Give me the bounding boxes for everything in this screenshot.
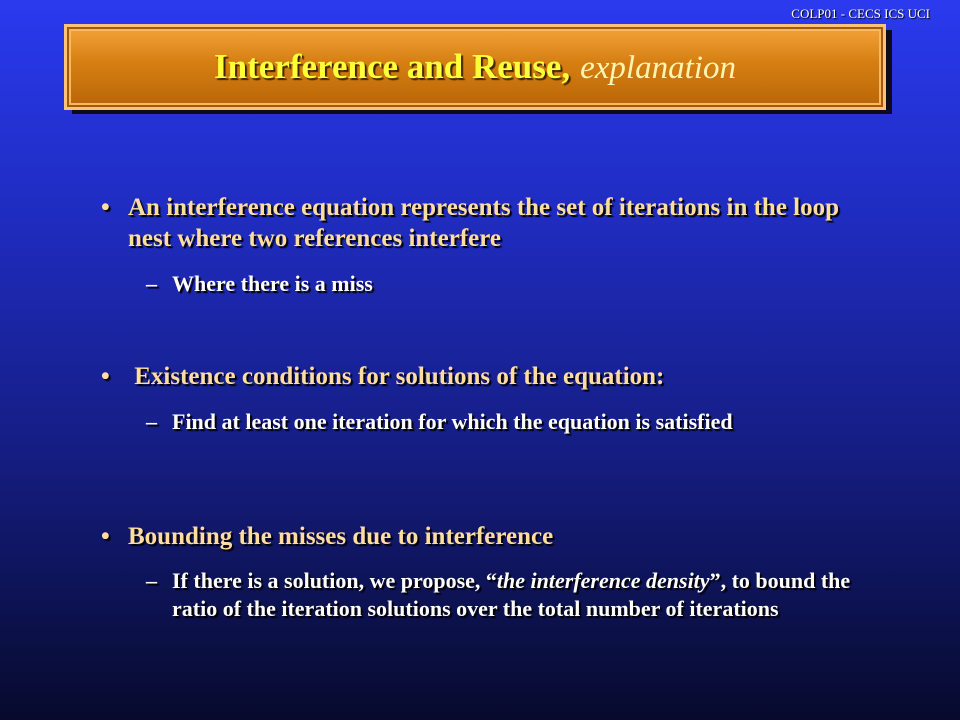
header-label: COLP01 - CECS ICS UCI <box>791 6 930 21</box>
dash-marker: – <box>146 568 157 593</box>
bullet-marker: • <box>101 363 110 390</box>
bullet-marker: • <box>101 523 110 550</box>
sub-bullet-1 <box>146 270 852 298</box>
bullet-2-text: Existence conditions for solutions of the equation: <box>128 363 665 390</box>
dash-marker: – <box>146 271 157 296</box>
bullet-3 <box>101 521 888 552</box>
sub-bullet-3-text <box>172 568 850 621</box>
sub-bullet-3-emphasis: the interference density <box>496 568 710 593</box>
bullet-3-text: Bounding the misses due to interference <box>128 523 554 550</box>
title-main: Interference and Reuse, <box>214 47 571 86</box>
bullet-1-text: An interference equation represents the set of iterations in the loop nest where two references interfere <box>128 194 840 252</box>
sub-bullet-2 <box>146 408 852 436</box>
sub-bullet-3-part-2: ”, to bound the ratio of the iteration solutions over the total number of iterations <box>172 568 851 621</box>
bullet-1 <box>101 192 888 254</box>
title-subtitle: explanation <box>580 50 736 86</box>
bullet-marker: • <box>101 194 110 221</box>
sub-bullet-1-text: Where there is a miss <box>172 271 373 296</box>
sub-bullet-2-text: Find at least one iteration for which the equation is satisfied <box>172 409 733 434</box>
bullet-2 <box>101 361 888 392</box>
sub-bullet-3 <box>146 567 852 623</box>
dash-marker: – <box>146 409 157 434</box>
sub-bullet-3-part-1: If there is a solution, we propose, “ <box>172 568 497 593</box>
